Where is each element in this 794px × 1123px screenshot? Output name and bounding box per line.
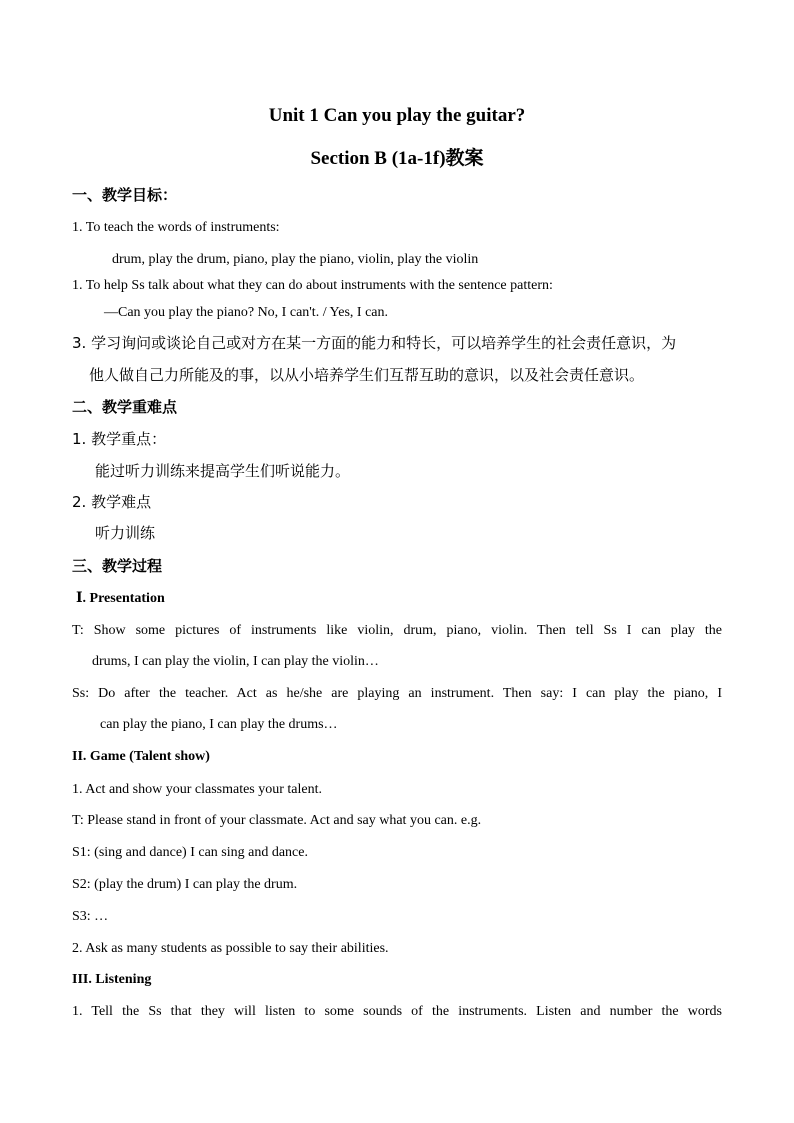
presentation-line-1: T: Show some pictures of instruments like violin, drum, piano, violin. Then tell Ss I can play the [72, 623, 722, 638]
section-1-line-1: 1. To teach the words of instruments: [72, 220, 280, 235]
presentation-heading: Ⅰ. Presentation [76, 591, 165, 606]
game-heading: II. Game (Talent show) [72, 749, 210, 764]
game-line-1: 1. Act and show your classmates your talent. [72, 782, 323, 797]
section-2-heading: 二、教学重难点 [72, 398, 178, 416]
section-1-line-5: 3. 学习询问或谈论自己或对方在某一方面的能力和特长，可以培养学生的社会责任意识，为 [72, 334, 677, 352]
section-2-line-4: 听力训练 [95, 524, 156, 542]
game-line-2: T: Please stand in front of your classmate. Act and say what you can. e.g. [72, 813, 482, 828]
listening-heading: III. Listening [72, 972, 152, 987]
section-1-line-3: 1. To help Ss talk about what they can do about instruments with the sentence pattern: [72, 278, 553, 293]
section-2-line-1: 1. 教学重点： [72, 430, 167, 448]
section-1-heading: 一、教学目标： [72, 186, 178, 204]
presentation-line-4: can play the piano, I can play the drums… [100, 717, 338, 732]
presentation-line-3: Ss: Do after the teacher. Act as he/she are playing an instrument. Then say: I can play the piano, I [72, 686, 722, 701]
section-2-line-3: 2. 教学难点 [72, 493, 152, 511]
section-1-line-6: 他人做自己力所能及的事，以从小培养学生们互帮互助的意识，以及社会责任意识。 [89, 366, 645, 384]
section-2-line-2: 能过听力训练来提高学生们听说能力。 [95, 462, 351, 480]
game-line-4: S2: (play the drum) I can play the drum. [72, 877, 298, 892]
presentation-line-2: drums, I can play the violin, I can play the violin… [92, 654, 379, 669]
game-line-6: 2. Ask as many students as possible to say their abilities. [72, 941, 389, 956]
document-title: Unit 1 Can you play the guitar? [268, 105, 526, 126]
document-subtitle: Section B (1a-1f)教案 [310, 148, 484, 169]
listening-line-1: 1. Tell the Ss that they will listen to some sounds of the instruments. Listen and number the words [72, 1004, 722, 1019]
section-1-line-4: —Can you play the piano? No, I can't. / Yes, I can. [104, 305, 389, 320]
section-3-heading: 三、教学过程 [72, 557, 163, 575]
game-line-5: S3: … [72, 909, 109, 924]
game-line-3: S1: (sing and dance) I can sing and dance. [72, 845, 308, 860]
section-1-line-2: drum, play the drum, piano, play the piano, violin, play the violin [112, 252, 479, 267]
